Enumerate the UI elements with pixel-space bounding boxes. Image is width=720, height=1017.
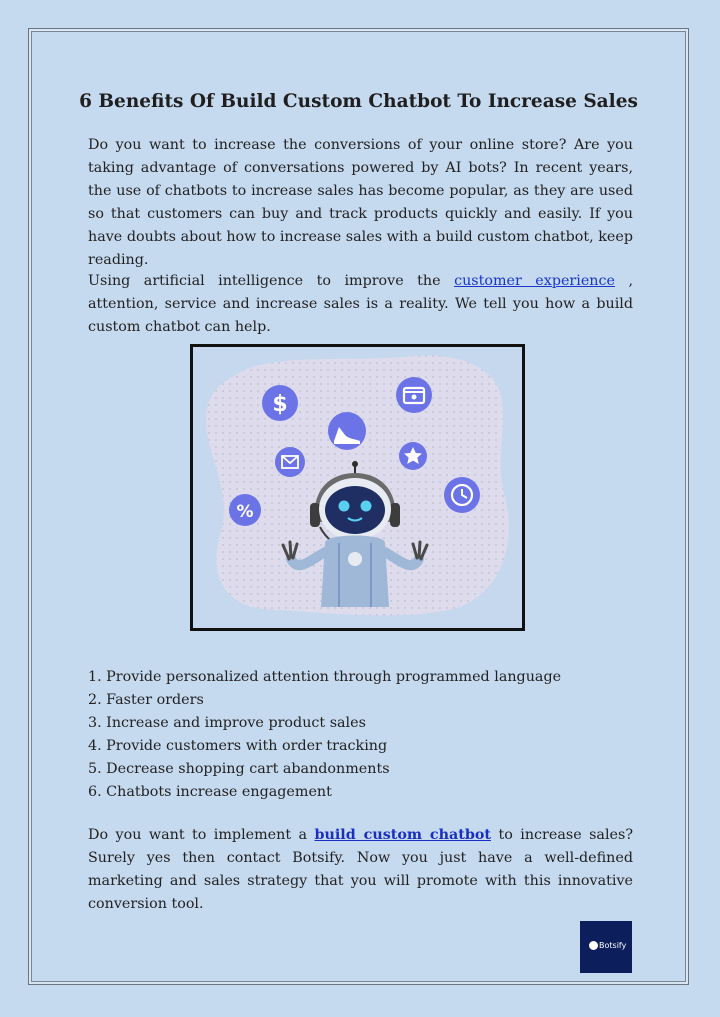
- botsify-logo[interactable]: [580, 921, 632, 973]
- intro-paragraph: Do you want to increase the conversions of your online store? Are you taking advantage of conversations powered by AI bots? In recent years, the use of chatbots to increase sales has become popular, as they are used so that customers can buy and track products quickly and easily. If you have doubts about how to increase sales with a build custom chatbot, keep reading.: [88, 137, 633, 268]
- percent-icon: [229, 494, 261, 526]
- list-item: 3. Increase and improve product sales: [88, 715, 366, 731]
- svg-text:%: %: [236, 502, 254, 522]
- logo-dot-icon: [589, 941, 598, 950]
- star-icon: [399, 442, 427, 470]
- closing-paragraph: [88, 824, 633, 916]
- page-title: 6 Benefits Of Build Custom Chatbot To Increase Sales: [79, 91, 638, 112]
- dollar-icon: [262, 385, 298, 421]
- list-item: 5. Decrease shopping cart abandonments: [88, 761, 390, 777]
- illustration-svg: [193, 347, 522, 628]
- clock-icon: [444, 477, 480, 513]
- logo-text: Botsify: [599, 941, 627, 950]
- shoe-icon: [328, 412, 366, 450]
- closing-text-before: Do you want to implement a: [88, 827, 315, 843]
- list-item: 6. Chatbots increase engagement: [88, 784, 332, 800]
- list-item: 1. Provide personalized attention through programmed language: [88, 669, 562, 685]
- mail-icon: [275, 447, 305, 477]
- experience-paragraph: [88, 270, 633, 339]
- experience-text-after: , attention, service and increase sales is a reality. We tell you how a build custom chatbot can help.: [88, 273, 634, 335]
- svg-text:$: $: [272, 392, 288, 417]
- calendar-icon: [396, 377, 432, 413]
- list-item: 4. Provide customers with order tracking: [88, 738, 388, 754]
- list-item: 2. Faster orders: [88, 692, 204, 708]
- document-page: [28, 28, 689, 985]
- closing-text-after: to increase sales? Surely yes then contact Botsify. Now you just have a well-defined marketing and sales strategy that you will promote with this innovative conversion tool.: [88, 827, 633, 912]
- experience-text-before: Using artificial intelligence to improve the: [88, 273, 455, 289]
- build-custom-chatbot-link[interactable]: build custom chatbot: [314, 827, 492, 843]
- customer-experience-link[interactable]: customer experience: [454, 273, 615, 289]
- benefits-list: [88, 666, 648, 804]
- chatbot-illustration: [190, 344, 525, 631]
